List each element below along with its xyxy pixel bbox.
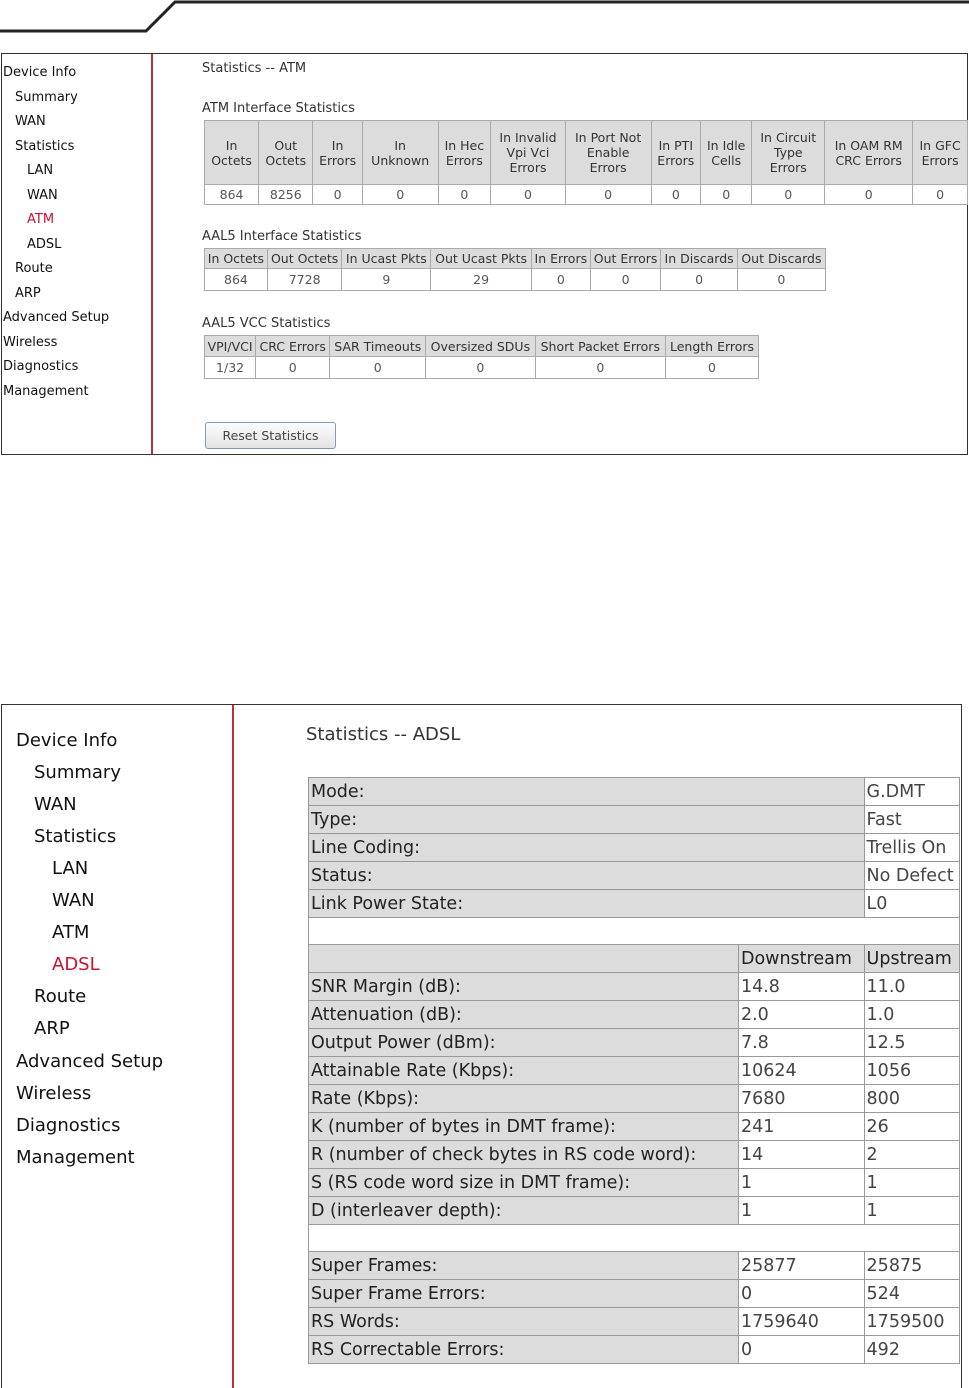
downstream-value: 1 — [738, 1169, 864, 1197]
atm-interface-header: In GFC Errors — [913, 121, 968, 185]
aal5-interface-value: 7728 — [267, 269, 342, 291]
aal5-interface-value: 864 — [205, 269, 268, 291]
table-row — [309, 806, 960, 834]
stat-value: Trellis On — [864, 834, 959, 862]
upstream-value: 1056 — [864, 1057, 959, 1085]
nav-statistics[interactable]: Statistics — [34, 826, 117, 847]
atm-interface-header: In Octets — [205, 121, 259, 185]
table-row — [309, 918, 960, 945]
upstream-value: 524 — [864, 1280, 959, 1308]
aal5-vcc-value: 0 — [666, 357, 759, 379]
aal5-interface-value: 0 — [661, 269, 737, 291]
aal5-vcc-header: SAR Timeouts — [330, 336, 426, 357]
stat-value: No Defect — [864, 862, 959, 890]
downstream-value: 0 — [738, 1336, 864, 1364]
table-row — [309, 778, 960, 806]
aal5-interface-header: Out Discards — [737, 249, 825, 269]
atm-interface-header: Out Octets — [259, 121, 313, 185]
aal5-interface-value: 29 — [431, 269, 532, 291]
table-row — [309, 945, 960, 973]
page-title: Statistics -- ATM — [202, 61, 307, 76]
table-row — [309, 862, 960, 890]
nav-arp[interactable]: ARP — [34, 1018, 70, 1039]
stat-label: Attenuation (dB): — [309, 1001, 739, 1029]
stat-label: RS Correctable Errors: — [309, 1336, 739, 1364]
aal5-vcc-title: AAL5 VCC Statistics — [202, 316, 331, 331]
aal5-vcc-header: Short Packet Errors — [535, 336, 666, 357]
stat-label: Link Power State: — [309, 890, 865, 918]
aal5-interface-header: Out Octets — [267, 249, 342, 269]
downstream-header: Downstream — [738, 945, 864, 973]
atm-interface-header: In Port Not Enable Errors — [565, 121, 651, 185]
adsl-statistics-panel — [1, 704, 962, 1388]
stat-label: Rate (Kbps): — [309, 1085, 739, 1113]
atm-interface-value: 0 — [752, 185, 825, 205]
aal5-interface-header: In Errors — [531, 249, 590, 269]
stat-label: D (interleaver depth): — [309, 1197, 739, 1225]
aal5-interface-header: In Octets — [205, 249, 268, 269]
nav-device-info[interactable]: Device Info — [16, 730, 118, 751]
upstream-value: 1 — [864, 1169, 959, 1197]
stat-label: Mode: — [309, 778, 865, 806]
aal5-vcc-value: 0 — [426, 357, 535, 379]
adsl-statistics-table — [308, 777, 960, 1364]
upstream-value: 11.0 — [864, 973, 959, 1001]
nav-management[interactable]: Management — [16, 1147, 135, 1168]
table-row — [309, 1252, 960, 1280]
upstream-value: 1759500 — [864, 1308, 959, 1336]
atm-interface-table — [204, 120, 968, 205]
downstream-value: 2.0 — [738, 1001, 864, 1029]
atm-interface-value: 0 — [313, 185, 363, 205]
aal5-interface-header: Out Ucast Pkts — [431, 249, 532, 269]
aal5-interface-value: 0 — [737, 269, 825, 291]
aal5-interface-header: In Ucast Pkts — [342, 249, 431, 269]
downstream-value: 0 — [738, 1280, 864, 1308]
table-row — [309, 1001, 960, 1029]
nav-statistics-adsl[interactable]: ADSL — [27, 237, 62, 252]
aal5-interface-table — [204, 248, 826, 291]
atm-interface-header: In PTI Errors — [651, 121, 701, 185]
nav-diagnostics[interactable]: Diagnostics — [3, 359, 79, 374]
downstream-value: 14.8 — [738, 973, 864, 1001]
aal5-vcc-value: 0 — [330, 357, 426, 379]
downstream-value: 7.8 — [738, 1029, 864, 1057]
stat-label: R (number of check bytes in RS code word): — [309, 1141, 739, 1169]
spacer-row — [309, 918, 960, 945]
downstream-value: 14 — [738, 1141, 864, 1169]
sidebar-nav — [2, 705, 234, 1388]
aal5-vcc-value: 1/32 — [205, 357, 256, 379]
upstream-value: 12.5 — [864, 1029, 959, 1057]
header-rule — [0, 0, 969, 40]
aal5-interface-title: AAL5 Interface Statistics — [202, 229, 362, 244]
table-row — [309, 1336, 960, 1364]
atm-interface-header: In Invalid Vpi Vci Errors — [491, 121, 566, 185]
aal5-vcc-header: CRC Errors — [256, 336, 330, 357]
atm-interface-title: ATM Interface Statistics — [202, 101, 355, 116]
nav-statistics-lan[interactable]: LAN — [52, 858, 89, 879]
nav-statistics-wan[interactable]: WAN — [27, 188, 58, 203]
atm-interface-header: In Errors — [313, 121, 363, 185]
atm-interface-value: 864 — [205, 185, 259, 205]
nav-statistics-atm[interactable]: ATM — [52, 922, 90, 943]
nav-wan[interactable]: WAN — [34, 794, 77, 815]
table-row — [309, 1029, 960, 1057]
aal5-interface-value: 0 — [590, 269, 661, 291]
upstream-value: 1 — [864, 1197, 959, 1225]
table-row — [309, 1057, 960, 1085]
nav-wireless[interactable]: Wireless — [3, 335, 58, 350]
stat-label: Output Power (dBm): — [309, 1029, 739, 1057]
upstream-value: 25875 — [864, 1252, 959, 1280]
atm-interface-value: 0 — [913, 185, 968, 205]
aal5-vcc-header: VPI/VCI — [205, 336, 256, 357]
stat-label: Super Frames: — [309, 1252, 739, 1280]
nav-route[interactable]: Route — [15, 261, 53, 276]
downstream-value: 241 — [738, 1113, 864, 1141]
nav-device-info[interactable]: Device Info — [3, 65, 77, 80]
stat-value: L0 — [864, 890, 959, 918]
stat-value: Fast — [864, 806, 959, 834]
aal5-vcc-header: Length Errors — [666, 336, 759, 357]
upstream-value: 2 — [864, 1141, 959, 1169]
nav-advanced-setup[interactable]: Advanced Setup — [16, 1051, 164, 1072]
stat-label: Status: — [309, 862, 865, 890]
nav-advanced-setup[interactable]: Advanced Setup — [3, 310, 110, 325]
table-row — [309, 1225, 960, 1252]
upstream-value: 1.0 — [864, 1001, 959, 1029]
downstream-value: 1759640 — [738, 1308, 864, 1336]
nav-diagnostics[interactable]: Diagnostics — [16, 1115, 121, 1136]
aal5-interface-value: 0 — [531, 269, 590, 291]
atm-interface-value: 0 — [565, 185, 651, 205]
nav-wireless[interactable]: Wireless — [16, 1083, 92, 1104]
aal5-interface-value: 9 — [342, 269, 431, 291]
sidebar-nav — [2, 54, 153, 454]
atm-interface-value: 0 — [651, 185, 701, 205]
table-row — [309, 890, 960, 918]
table-row — [309, 1141, 960, 1169]
nav-management[interactable]: Management — [3, 384, 89, 399]
spacer-row — [309, 1225, 960, 1252]
upstream-header: Upstream — [864, 945, 959, 973]
stat-label: Line Coding: — [309, 834, 865, 862]
nav-summary[interactable]: Summary — [34, 762, 121, 783]
atm-interface-header: In Circuit Type Errors — [752, 121, 825, 185]
atm-statistics-panel — [1, 53, 968, 455]
atm-interface-value: 0 — [438, 185, 491, 205]
atm-interface-value: 0 — [701, 185, 752, 205]
stat-label: Attainable Rate (Kbps): — [309, 1057, 739, 1085]
atm-interface-header: In Unknown — [362, 121, 438, 185]
aal5-vcc-value: 0 — [535, 357, 666, 379]
atm-interface-value: 8256 — [259, 185, 313, 205]
downstream-value: 1 — [738, 1197, 864, 1225]
header-empty-cell — [309, 945, 739, 973]
aal5-vcc-table — [204, 335, 759, 379]
upstream-value: 492 — [864, 1336, 959, 1364]
table-row — [309, 1308, 960, 1336]
nav-statistics-adsl[interactable]: ADSL — [52, 954, 100, 975]
nav-statistics-wan[interactable]: WAN — [52, 890, 95, 911]
nav-statistics-atm[interactable]: ATM — [27, 212, 55, 227]
aal5-vcc-header: Oversized SDUs — [426, 336, 535, 357]
atm-interface-header: In OAM RM CRC Errors — [825, 121, 913, 185]
table-row — [309, 1169, 960, 1197]
nav-route[interactable]: Route — [34, 986, 87, 1007]
table-row — [309, 1085, 960, 1113]
stat-label: RS Words: — [309, 1308, 739, 1336]
atm-interface-header: In Hec Errors — [438, 121, 491, 185]
downstream-value: 10624 — [738, 1057, 864, 1085]
stat-label: Type: — [309, 806, 865, 834]
table-row — [309, 1197, 960, 1225]
stat-label: S (RS code word size in DMT frame): — [309, 1169, 739, 1197]
nav-statistics[interactable]: Statistics — [15, 139, 75, 154]
page-title: Statistics -- ADSL — [306, 724, 461, 745]
atm-interface-value: 0 — [362, 185, 438, 205]
upstream-value: 26 — [864, 1113, 959, 1141]
table-row — [309, 973, 960, 1001]
downstream-value: 7680 — [738, 1085, 864, 1113]
nav-wan[interactable]: WAN — [15, 114, 46, 129]
stat-label: SNR Margin (dB): — [309, 973, 739, 1001]
aal5-interface-header: Out Errors — [590, 249, 661, 269]
aal5-vcc-value: 0 — [256, 357, 330, 379]
atm-interface-value: 0 — [825, 185, 913, 205]
reset-statistics-button[interactable]: Reset Statistics — [205, 422, 336, 449]
table-row — [309, 1280, 960, 1308]
stat-value: G.DMT — [864, 778, 959, 806]
table-row — [309, 834, 960, 862]
stat-label: Super Frame Errors: — [309, 1280, 739, 1308]
aal5-interface-header: In Discards — [661, 249, 737, 269]
upstream-value: 800 — [864, 1085, 959, 1113]
atm-interface-value: 0 — [491, 185, 566, 205]
nav-summary[interactable]: Summary — [15, 90, 78, 105]
downstream-value: 25877 — [738, 1252, 864, 1280]
atm-interface-header: In Idle Cells — [701, 121, 752, 185]
table-row — [309, 1113, 960, 1141]
nav-arp[interactable]: ARP — [15, 286, 41, 301]
nav-statistics-lan[interactable]: LAN — [27, 163, 54, 178]
stat-label: K (number of bytes in DMT frame): — [309, 1113, 739, 1141]
